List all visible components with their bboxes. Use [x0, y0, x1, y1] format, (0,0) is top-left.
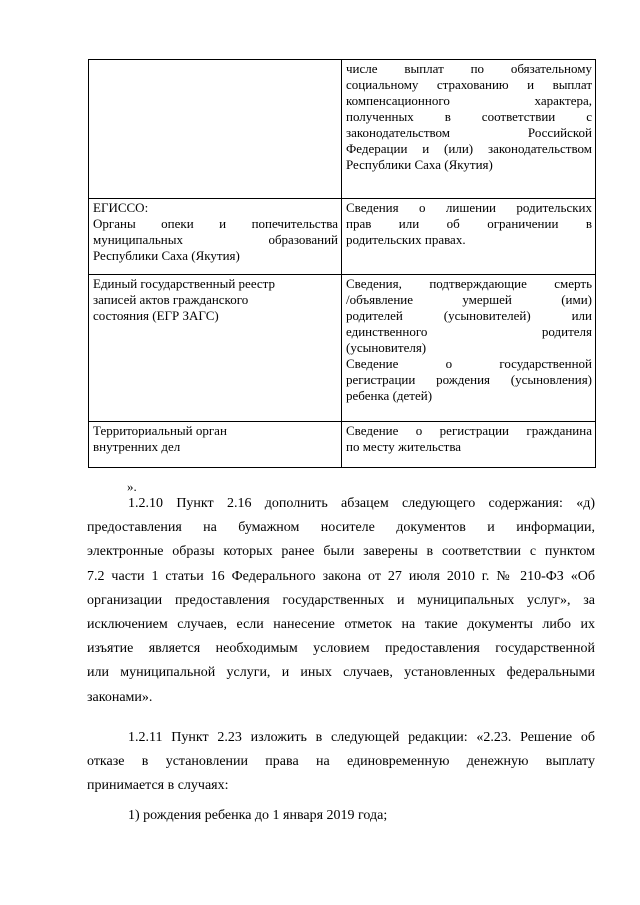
- cell-line: социальному страхованию и выплат: [346, 77, 592, 92]
- paragraph-line: законами».: [87, 689, 153, 705]
- paragraph-line: или муниципальной услуги, и иных случаев, установленных федеральными: [87, 665, 595, 681]
- cell-line: родительских правах.: [346, 232, 466, 247]
- cell-line: Сведение о государственной: [346, 356, 592, 371]
- cell-line: Территориальный орган: [93, 423, 227, 438]
- table-row: [89, 60, 596, 199]
- table-closing-quote: ».: [127, 479, 137, 494]
- paragraph-1-2-11: [87, 726, 595, 799]
- cell-line: прав или об ограничении в: [346, 216, 592, 231]
- table-row: [89, 199, 596, 275]
- cell-line: Сведения о лишении родительских: [346, 200, 592, 215]
- table-cell-source: [89, 275, 342, 422]
- paragraph-1-2-10: [87, 492, 595, 710]
- paragraph-line: изъятие является необходимым условием предоставления государственной: [87, 641, 595, 657]
- table-cell-source: [89, 422, 342, 468]
- table-cell-info: [342, 199, 596, 275]
- cell-line: Сведения, подтверждающие смерть: [346, 276, 592, 291]
- cell-line: Республики Саха (Якутия): [346, 157, 493, 172]
- cell-line: (усыновителя): [346, 340, 427, 355]
- table-cell-info: [342, 60, 596, 199]
- table-cell-info: [342, 275, 596, 422]
- table-cell-source: [89, 199, 342, 275]
- cell-line: законодательством Российской: [346, 125, 592, 140]
- cell-line: Сведение о регистрации гражданина: [346, 423, 592, 438]
- cell-line: Республики Саха (Якутия): [93, 248, 240, 263]
- paragraph-line: 7.2 части 1 статьи 16 Федерального закона от 27 июля 2010 г. № 210-ФЗ «Об: [87, 568, 595, 584]
- table-cell-source: [89, 60, 342, 199]
- paragraph-line: принимается в случаях:: [87, 778, 229, 794]
- paragraph-line: 1) рождения ребенка до 1 января 2019 года;: [128, 808, 388, 823]
- paragraph-line: организации предоставления государственных и муниципальных услуг», за: [87, 592, 595, 608]
- cell-line: ЕГИССО:: [93, 200, 149, 215]
- paragraph-line: исключением случаев, если нанесение отметок на такие документы либо их: [87, 617, 595, 633]
- cell-line: /объявление умершей (ими): [346, 292, 592, 307]
- paragraph-line: электронные образы которых ранее были заверены в соответствии с пунктом: [87, 544, 595, 560]
- list-item-1: [87, 804, 595, 828]
- cell-line: компенсационного характера,: [346, 93, 592, 108]
- table-cell-info: [342, 422, 596, 468]
- paragraph-line: 1.2.11 Пункт 2.23 изложить в следующей редакции: «2.23. Решение об: [128, 730, 595, 745]
- cell-line: родителей (усыновителей) или: [346, 308, 592, 323]
- cell-line: состояния (ЕГР ЗАГС): [93, 308, 219, 323]
- cell-line: внутренних дел: [93, 439, 181, 454]
- cell-line: единственного родителя: [346, 324, 592, 339]
- cell-line: Единый государственный реестр: [93, 276, 276, 291]
- table-row: [89, 422, 596, 468]
- info-sources-table: [88, 59, 596, 468]
- cell-line: числе выплат по обязательному: [346, 61, 592, 76]
- cell-line: регистрации рождения (усыновления): [346, 372, 592, 387]
- table-row: [89, 275, 596, 422]
- cell-line: Федерации и (или) законодательством: [346, 141, 592, 156]
- paragraph-line: 1.2.10 Пункт 2.16 дополнить абзацем следующего содержания: «д): [128, 496, 595, 511]
- cell-line: полученных в соответствии с: [346, 109, 592, 124]
- cell-line: ребенка (детей): [346, 388, 433, 403]
- cell-line: Органы опеки и попечительства: [93, 216, 338, 231]
- paragraph-line: предоставления на бумажном носителе документов и информации,: [87, 520, 595, 536]
- cell-line: по месту жительства: [346, 439, 462, 454]
- paragraph-line: отказе в установлении права на единовременную денежную выплату: [87, 754, 595, 770]
- cell-line: записей актов гражданского: [93, 292, 249, 307]
- cell-line: муниципальных образований: [93, 232, 338, 247]
